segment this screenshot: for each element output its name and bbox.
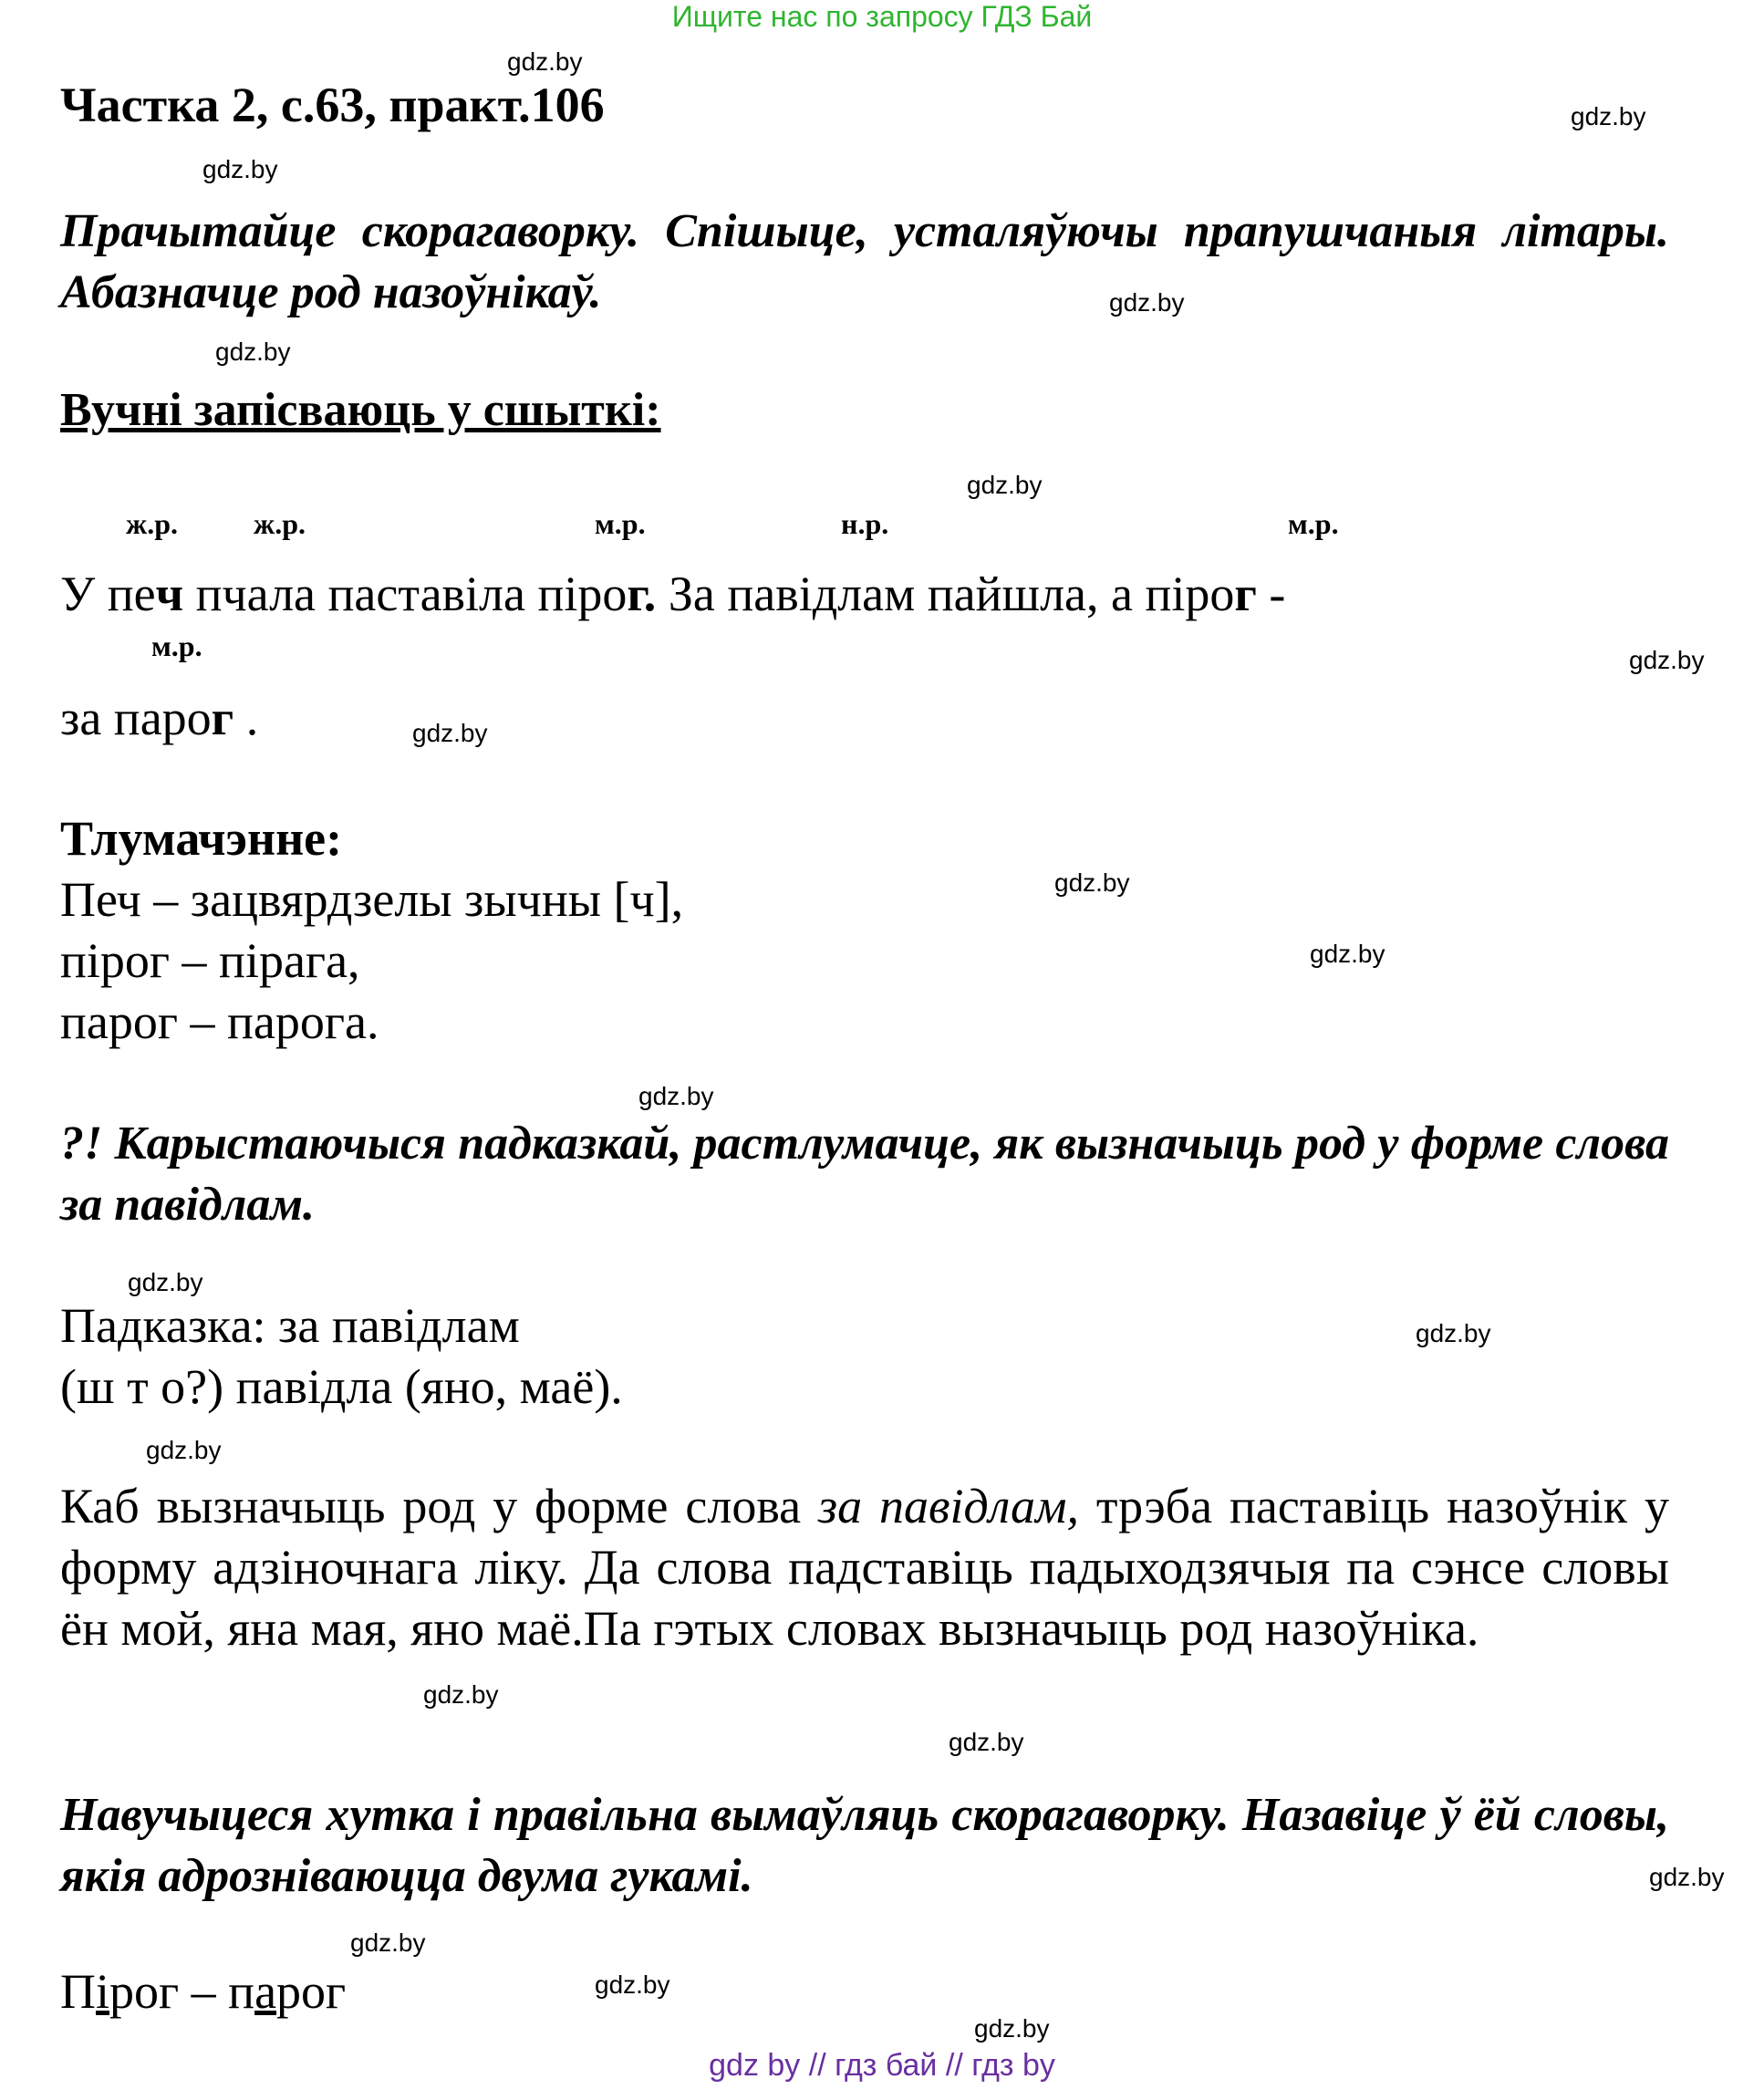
watermark: gdz.by	[412, 719, 488, 747]
gender-label: ж.р.	[254, 507, 306, 540]
watermark: gdz.by	[1629, 646, 1705, 674]
sentence-line-1: У печ пчала паставіла пірог. За павідлам пайшла, а пірог -	[60, 567, 1286, 621]
inserted-letter: г	[211, 691, 234, 745]
watermark: gdz.by	[1109, 288, 1185, 317]
watermark: gdz.by	[350, 1928, 426, 1957]
subheading: Вучні запісваюць у сшыткі:	[60, 384, 661, 436]
top-banner[interactable]: Ищите нас по запросу ГДЗ Бай	[671, 0, 1093, 33]
gender-label: м.р.	[595, 507, 646, 540]
italic-phrase: за павідлам,	[818, 1479, 1079, 1533]
underlined-letter: і	[96, 1964, 110, 2019]
explanation-line: пірог – пірага,	[60, 933, 360, 988]
gender-label: ж.р.	[126, 507, 178, 540]
watermark: gdz.by	[949, 1728, 1024, 1756]
gender-label: м.р.	[1288, 507, 1339, 540]
watermark: gdz.by	[202, 155, 278, 183]
inserted-letter: ч	[155, 567, 184, 621]
inserted-letter: г.	[627, 567, 657, 621]
watermark: gdz.by	[1054, 868, 1130, 897]
watermark: gdz.by	[595, 1970, 670, 1999]
watermark: gdz.by	[1649, 1863, 1725, 1891]
watermark: gdz.by	[128, 1268, 203, 1296]
gender-label: н.р.	[841, 507, 889, 540]
watermark: gdz.by	[507, 47, 583, 76]
final-answer: Пірог – парог	[60, 1964, 347, 2019]
task-instruction-2: ?! Карыстаючыся падказкай, растлумачце, як вызначыць род у форме слова за павідлам.	[60, 1118, 1669, 1231]
hint-line: Падказка: за павідлам	[60, 1298, 520, 1353]
watermark: gdz.by	[423, 1680, 499, 1709]
underlined-letter: а	[254, 1964, 277, 2019]
watermark: gdz.by	[974, 2014, 1050, 2043]
gender-label: м.р.	[151, 629, 202, 662]
explanation-line: парог – парога.	[60, 994, 379, 1049]
watermark: gdz.by	[1416, 1319, 1491, 1347]
watermark: gdz.by	[215, 338, 291, 366]
explanation-line: Печ – зацвярдзелы зычны [ч],	[60, 872, 684, 927]
explanation-title: Тлумачэнне:	[60, 811, 343, 866]
inserted-letter: г	[1234, 567, 1257, 621]
watermark: gdz.by	[967, 471, 1043, 499]
footer-links[interactable]: gdz by // гдз бай // гдз by	[709, 2048, 1055, 2083]
watermark: gdz.by	[638, 1082, 714, 1110]
hint-line: (ш т о?) павідла (яно, маё).	[60, 1359, 623, 1414]
page-title: Частка 2, с.63, практ.106	[60, 78, 605, 132]
watermark: gdz.by	[146, 1436, 222, 1464]
watermark: gdz.by	[1310, 940, 1385, 968]
watermark: gdz.by	[1571, 102, 1646, 130]
answer-paragraph: Каб вызначыць род у форме слова за павідлам, трэба паставіць назоўнік у форму адзіночнага ліку. Да слова падставіць падыходзячыя па сэнсе словы ён мой, яна мая, яно маё.Па гэтых словах вызначыць род назоўніка.	[60, 1479, 1669, 1656]
sentence-line-2: за парог .	[60, 691, 259, 745]
task-instruction-3: Навучыцеся хутка і правільна вымаўляць скорагаворку. Назавіце ў ёй словы, якія адрозніваюцца двума гукамі.	[60, 1789, 1669, 1902]
task-instruction-1: Прачытайце скорагаворку. Спішыце, усталяўючы прапушчаныя літары. Абазначце род назоўнікаў.	[60, 205, 1669, 318]
